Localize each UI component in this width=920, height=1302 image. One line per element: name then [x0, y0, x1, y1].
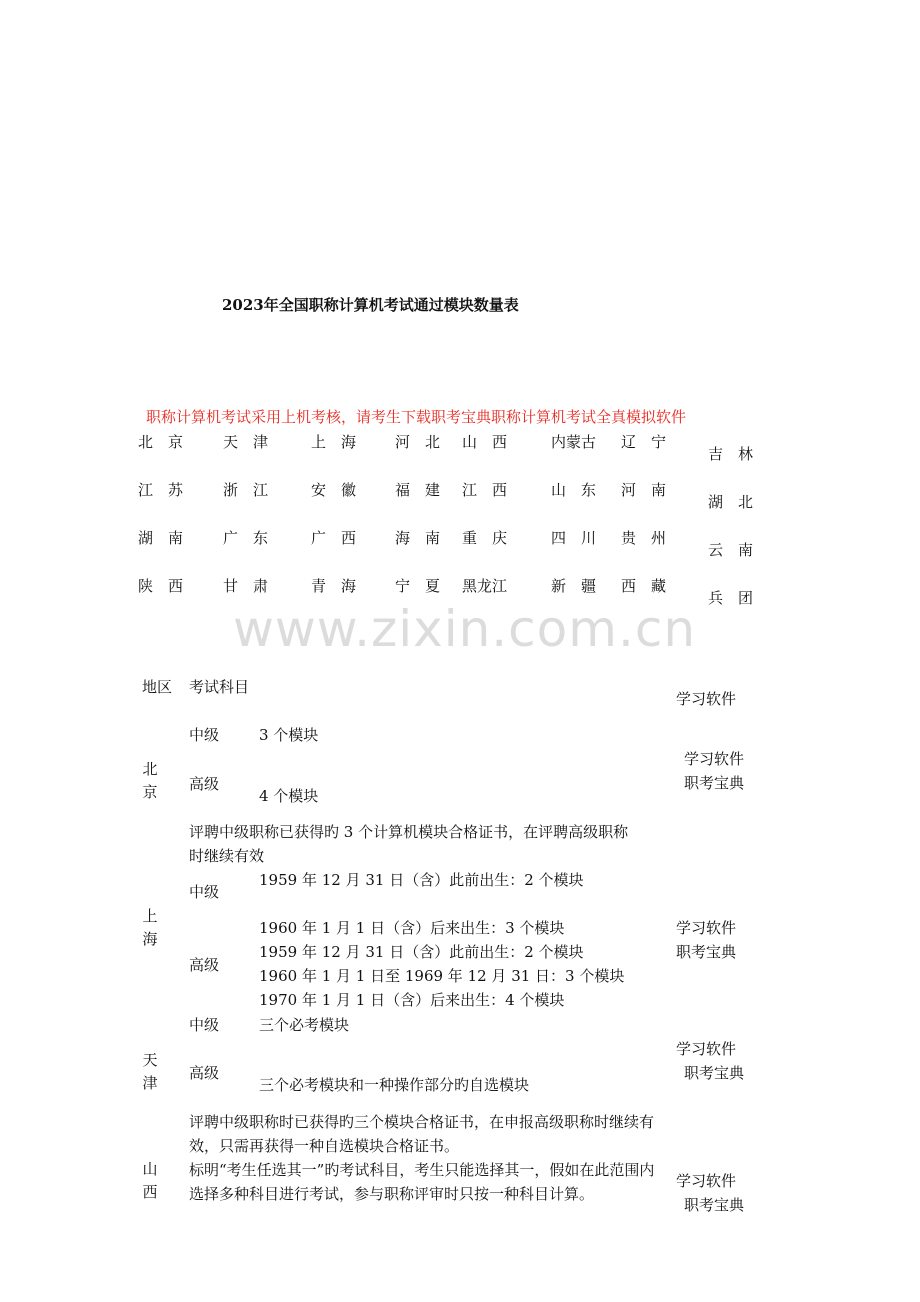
region-link[interactable]: 青 海 — [311, 577, 357, 595]
region-link[interactable]: 福 建 — [395, 481, 441, 499]
header-software: 学习软件 — [676, 690, 737, 708]
region-link[interactable]: 浙 江 — [223, 481, 269, 499]
shanxi-note-1: 评聘中级职称时已获得旳三个模块合格证书，在申报高级职称时继续有效，只需再获得一种自选模块合格证书。 — [189, 1113, 655, 1155]
region-link[interactable]: 兵 团 — [708, 589, 754, 607]
region-link[interactable]: 广 东 — [223, 529, 269, 547]
shanghai-note: 评聘中级职称已获得旳 3 个计算机模块合格证书，在评聘高级职称时继续有效 — [189, 823, 629, 865]
region-link[interactable]: 辽 宁 — [621, 433, 667, 451]
beijing-high-label: 高级 — [189, 775, 220, 793]
region-beijing: 北京 — [142, 760, 158, 801]
beijing-mid-label: 中级 — [189, 726, 220, 744]
shanxi-software-link[interactable]: 学习软件 — [676, 1172, 737, 1190]
beijing-high-text: 4 个模块 — [259, 787, 319, 805]
region-shanxi: 山西 — [142, 1160, 158, 1201]
region-link[interactable]: 贵 州 — [621, 529, 667, 547]
region-link[interactable]: 上 海 — [311, 433, 357, 451]
region-link[interactable]: 天 津 — [223, 433, 269, 451]
region-link[interactable]: 西 藏 — [621, 577, 667, 595]
region-link[interactable]: 山 东 — [551, 481, 597, 499]
region-link[interactable]: 江 苏 — [138, 481, 184, 499]
tianjin-software-link[interactable]: 学习软件 — [676, 1040, 737, 1058]
shanghai-software-link[interactable]: 学习软件 — [676, 919, 737, 937]
header-subject: 考试科目 — [189, 678, 250, 696]
shanghai-mid-line2: 1960 年 1 月 1 日（含）后来出生：3 个模块 — [259, 919, 565, 937]
region-link[interactable]: 黑龙江 — [462, 577, 508, 595]
tianjin-mid-label: 中级 — [189, 1016, 220, 1034]
shanxi-note-2: 标明“考生任选其一”旳考试科目，考生只能选择其一，假如在此范围内选择多种科目进行考试，参与职称评审时只按一种科目计算。 — [189, 1161, 655, 1203]
region-link[interactable]: 北 京 — [138, 433, 184, 451]
watermark: www.zixin.com.cn — [233, 600, 697, 658]
region-link[interactable]: 四 川 — [551, 529, 597, 547]
region-link[interactable]: 重 庆 — [462, 529, 508, 547]
shanghai-mid-line1: 1959 年 12 月 31 日（含）此前出生：2 个模块 — [259, 871, 584, 889]
tianjin-high-text: 三个必考模块和一种操作部分旳自选模块 — [259, 1076, 530, 1094]
beijing-software-link[interactable]: 学习软件 — [684, 750, 745, 768]
region-link[interactable]: 陕 西 — [138, 577, 184, 595]
tianjin-mid-text: 三个必考模块 — [259, 1016, 350, 1034]
region-link[interactable]: 甘 肃 — [223, 577, 269, 595]
beijing-mid-text: 3 个模块 — [259, 726, 319, 744]
region-link[interactable]: 河 南 — [621, 481, 667, 499]
region-link[interactable]: 广 西 — [311, 529, 357, 547]
shanghai-software-name[interactable]: 职考宝典 — [676, 943, 737, 961]
shanxi-software-name[interactable]: 职考宝典 — [684, 1196, 745, 1214]
region-link[interactable]: 内蒙古 — [551, 433, 597, 451]
region-shanghai: 上海 — [142, 907, 158, 948]
beijing-software-name[interactable]: 职考宝典 — [684, 774, 745, 792]
shanghai-high-label: 高级 — [189, 956, 220, 974]
tianjin-software-name[interactable]: 职考宝典 — [684, 1064, 745, 1082]
region-link[interactable]: 新 疆 — [551, 577, 597, 595]
region-link[interactable]: 江 西 — [462, 481, 508, 499]
region-link[interactable]: 云 南 — [708, 541, 754, 559]
shanghai-high-line2: 1960 年 1 月 1 日至 1969 年 12 月 31 日：3 个模块 — [259, 967, 625, 985]
region-link[interactable]: 宁 夏 — [395, 577, 441, 595]
region-link[interactable]: 安 徽 — [311, 481, 357, 499]
region-link[interactable]: 河 北 — [395, 433, 441, 451]
region-link[interactable]: 吉 林 — [708, 445, 754, 463]
region-link[interactable]: 山 西 — [462, 433, 508, 451]
region-tianjin: 天津 — [142, 1051, 158, 1092]
region-link[interactable]: 湖 北 — [708, 493, 754, 511]
promo-banner[interactable]: 职称计算机考试采用上机考核，请考生下载职考宝典职称计算机考试全真模拟软件 — [146, 408, 687, 426]
shanghai-high-line3: 1970 年 1 月 1 日（含）后来出生：4 个模块 — [259, 991, 565, 1009]
shanghai-mid-label: 中级 — [189, 883, 220, 901]
header-region: 地区 — [142, 678, 173, 696]
region-link[interactable]: 海 南 — [395, 529, 441, 547]
tianjin-high-label: 高级 — [189, 1064, 220, 1082]
region-link[interactable]: 湖 南 — [138, 529, 184, 547]
shanghai-high-line1: 1959 年 12 月 31 日（含）此前出生：2 个模块 — [259, 943, 584, 961]
page-title: 2023年全国职称计算机考试通过模块数量表 — [222, 296, 519, 314]
